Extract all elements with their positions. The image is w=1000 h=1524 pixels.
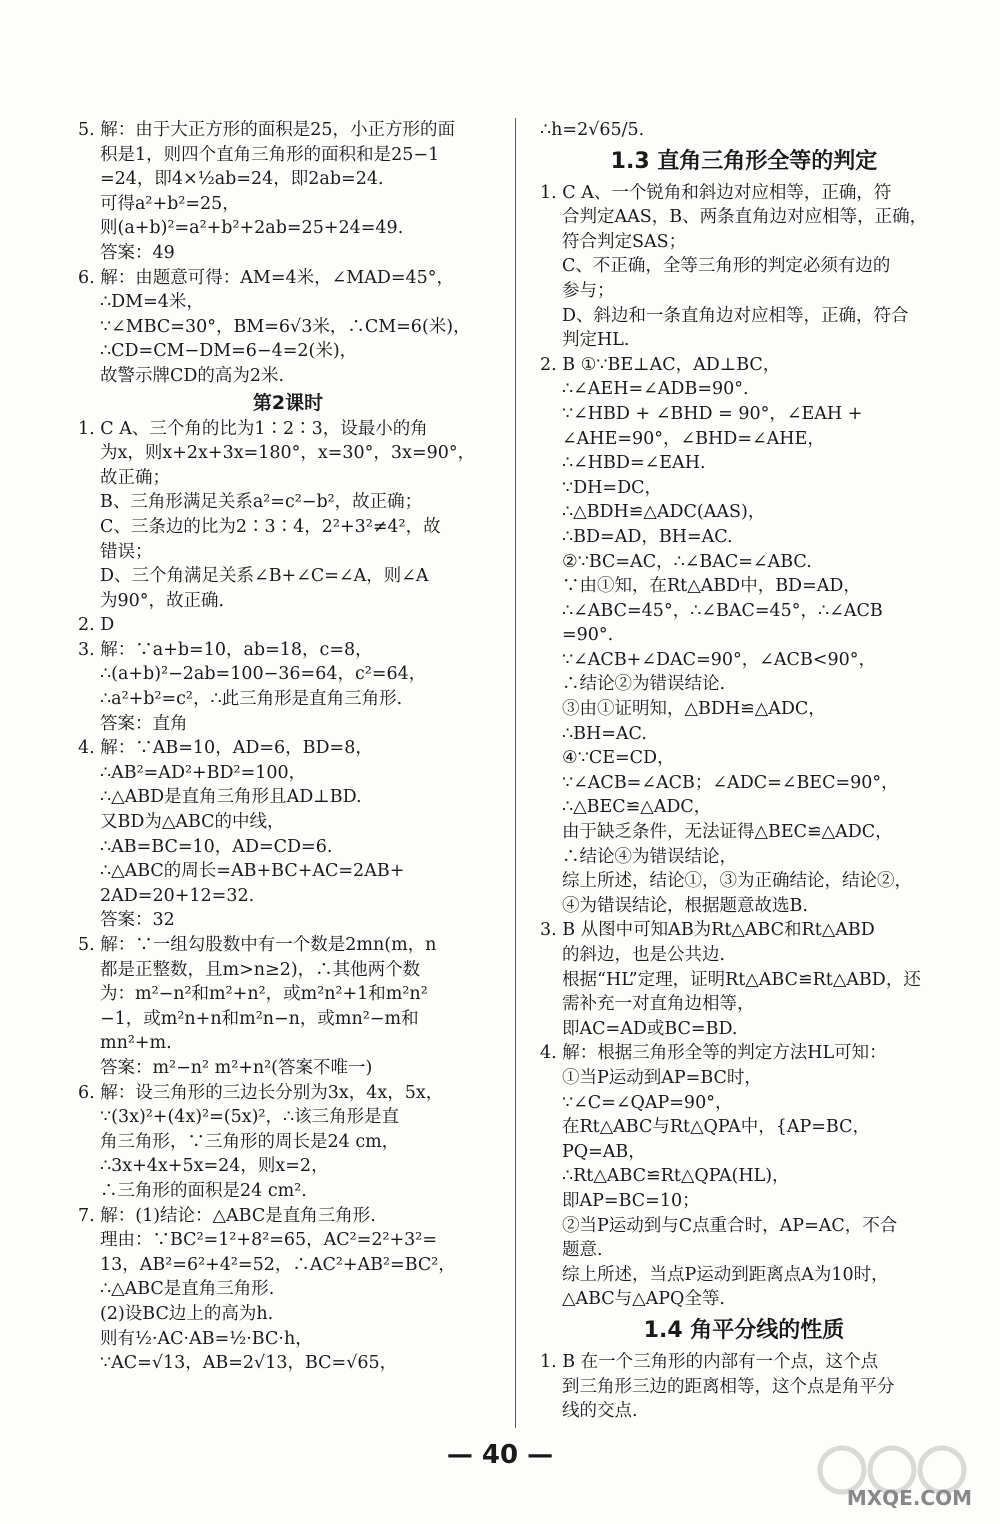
left-column — [78, 118, 498, 1376]
text-line: mn²+m. — [100, 1033, 172, 1054]
section-heading: 1.4 角平分线的性质 — [643, 1317, 845, 1343]
text-line: ∵AC=√13，AB=2√13，BC=√65， — [100, 1353, 398, 1374]
column-divider — [515, 118, 516, 1428]
text-line: ③由①证明知，△BDH≌△ADC， — [562, 699, 826, 720]
text-line: 则有½·AC·AB=½·BC·h， — [100, 1328, 313, 1349]
text-line: 为x，则x+2x+3x=180°，x=30°，3x=90°， — [100, 443, 476, 464]
text-line: 5. 解：∵一组勾股数中有一个数是2mn(m，n — [78, 935, 437, 955]
text-line: 3. B 从图中可知AB为Rt△ABC和Rt△ABD — [540, 920, 875, 941]
watermark-text: MXQE.COM — [846, 1486, 972, 1510]
text-line: 4. 解：∵AB=10，AD=6，BD=8， — [78, 738, 373, 759]
text-line: D、斜边和一条直角边对应相等，正确，符合 — [562, 305, 909, 326]
text-line: 4. 解：根据三角形全等的判定方法HL可知： — [540, 1043, 887, 1064]
text-line: 3. 解：∵a+b=10，ab=18，c=8， — [78, 639, 373, 660]
text-line: ∴3x+4x+5x=24，则x=2， — [100, 1156, 329, 1177]
text-line: 7. 解：(1)结论：△ABC是直角三角形. — [78, 1205, 376, 1226]
text-line: 积是1，则四个直角三角形的面积和是25−1 — [100, 144, 440, 165]
text-line: 6. 解：设三角形的三边长分别为3x，4x，5x， — [78, 1082, 444, 1103]
text-line: C、三条边的比为2∶3∶4，2²+3²≠4²，故 — [100, 516, 441, 537]
text-line: 综上所述，结论①，③为正确结论，结论②， — [562, 871, 912, 892]
text-line: ∠AHE=90°，∠BHD=∠AHE， — [562, 428, 825, 449]
text-line: 需补充一对直角边相等， — [562, 994, 755, 1015]
text-line: ∴结论②为错误结论. — [562, 674, 726, 695]
text-line: 参与； — [562, 280, 615, 301]
text-line: ∴∠AEH=∠ADB=90°. — [562, 379, 749, 400]
text-line: ②当P运动到与C点重合时，AP=AC，不合 — [562, 1215, 898, 1236]
text-line: 由于缺乏条件，无法证得△BEC≌△ADC， — [562, 822, 893, 843]
text-line: ∵DH=DC， — [562, 477, 663, 498]
text-line: 角三角形，∵三角形的周长是24 cm， — [100, 1131, 400, 1152]
text-line: ∴AB²=AD²+BD²=100， — [100, 762, 307, 783]
text-line: 即AC=AD或BC=BD. — [562, 1018, 738, 1039]
text-line: 在Rt△ABC与Rt△QPA中，{AP=BC， — [562, 1117, 870, 1138]
text-line: ∴DM=4米， — [100, 292, 204, 313]
text-line: ∴a²+b²=c²，∴此三角形是直角三角形. — [100, 689, 403, 710]
text-line: 的斜边，也是公共边. — [562, 945, 726, 965]
text-line: 2. D — [78, 615, 115, 636]
text-line: 1. C A、一个锐角和斜边对应相等，正确，符 — [540, 182, 892, 203]
section-heading: 第2课时 — [252, 391, 324, 414]
text-line: 为：m²−n²和m²+n²，或m²n²+1和m²n² — [100, 984, 428, 1005]
text-line: PQ=AB， — [562, 1141, 646, 1162]
text-line: ∴△ABC的周长=AB+BC+AC=2AB+ — [100, 861, 405, 882]
text-line: 根据“HL”定理，证明Rt△ABC≌Rt△ABD，还 — [562, 969, 921, 990]
section-heading: 1.3 直角三角形全等的判定 — [610, 148, 878, 174]
text-line: 综上所述，当点P运动到距离点A为10时， — [562, 1264, 889, 1285]
text-line: C、不正确，全等三角形的判定必须有边的 — [562, 256, 891, 277]
text-line: ∴∠ABC=45°，∴∠BAC=45°，∴∠ACB — [562, 600, 883, 621]
text-line: 到三角形三边的距离相等，这个点是角平分 — [562, 1376, 895, 1397]
right-column — [540, 118, 948, 1424]
text-line: 1. B 在一个三角形的内部有一个点，这个点 — [540, 1351, 879, 1372]
text-line: ∴Rt△ABC≌Rt△QPA(HL)， — [562, 1166, 790, 1187]
text-line: =24，即4×½ab=24，即2ab=24. — [100, 169, 384, 190]
text-line: 理由：∵BC²=1²+8²=65，AC²=2²+3²= — [100, 1230, 437, 1251]
page-number: — 40 — — [446, 1440, 554, 1470]
text-line: ②∵BC=AC，∴∠BAC=∠ABC. — [562, 551, 812, 572]
text-line: ∵∠C=∠QAP=90°， — [562, 1092, 733, 1113]
text-line: 答案：32 — [100, 910, 175, 931]
text-line: 2. B ①∵BE⊥AC，AD⊥BC， — [540, 354, 781, 375]
text-line: ∵(3x)²+(4x)²=(5x)²，∴该三角形是直 — [100, 1107, 400, 1128]
text-line: 故警示牌CD的高为2米. — [100, 365, 285, 386]
text-line: 则(a+b)²=a²+b²+2ab=25+24=49. — [100, 218, 404, 239]
text-line: 题意. — [562, 1240, 603, 1261]
text-line: ∴结论④为错误结论， — [562, 846, 737, 867]
text-line: D、三个角满足关系∠B+∠C=∠A，则∠A — [100, 566, 429, 587]
text-line: ④为错误结论，根据题意故选B. — [562, 895, 808, 916]
text-line: ∴(a+b)²−2ab=100−36=64，c²=64， — [100, 664, 427, 685]
text-line: B、三角形满足关系a²=c²−b²，故正确； — [100, 492, 423, 513]
text-line: 5. 解：由于大正方形的面积是25，小正方形的面 — [78, 120, 456, 140]
text-line: ∵由①知，在Rt△ABD中，BD=AD， — [562, 576, 861, 597]
text-line: ∴BH=AC. — [562, 723, 647, 744]
text-line: ∵∠MBC=30°，BM=6√3米，∴CM=6(米)， — [100, 316, 471, 337]
text-line: 可得a²+b²=25， — [100, 193, 240, 214]
text-line: ∴h=2√65/5. — [540, 120, 645, 140]
text-line: =90°. — [562, 625, 614, 646]
text-line: ∴△ABD是直角三角形且AD⊥BD. — [100, 787, 362, 808]
text-line: 13，AB²=6²+4²=52，∴AC²+AB²=BC²， — [100, 1254, 456, 1275]
text-line: 2AD=20+12=32. — [100, 885, 255, 906]
text-line: 符合判定SAS； — [562, 231, 687, 252]
text-line: 答案：49 — [100, 242, 175, 263]
text-line: 合判定AAS，B、两条直角边对应相等，正确， — [562, 207, 928, 228]
text-line: ∴△BDH≌△ADC(AAS)， — [562, 502, 766, 523]
text-line: ∴三角形的面积是24 cm². — [100, 1180, 307, 1201]
text-line: ∵∠ACB+∠DAC=90°，∠ACB<90°， — [562, 649, 876, 670]
text-line: ∵∠ACB=∠ACB；∠ADC=∠BEC=90°， — [562, 772, 899, 793]
text-line: △ABC与△APQ全等. — [562, 1289, 725, 1310]
text-line: 判定HL. — [562, 330, 630, 351]
text-line: (2)设BC边上的高为h. — [100, 1303, 274, 1324]
text-line: −1，或m²n+n和m²n−n，或mn²−m和 — [100, 1008, 419, 1029]
text-line: 线的交点. — [562, 1401, 638, 1422]
text-line: ∴AB=BC=10，AD=CD=6. — [100, 836, 333, 857]
text-line: 故正确； — [100, 467, 170, 488]
text-line: 又BD为△ABC的中线， — [100, 812, 285, 833]
text-line: ④∵CE=CD， — [562, 748, 675, 769]
text-line: ∴∠HBD=∠EAH. — [562, 453, 706, 474]
text-line: 6. 解：由题意可得：AM=4米，∠MAD=45°， — [78, 267, 455, 288]
text-line: 都是正整数，且m>n≥2)，∴其他两个数 — [100, 959, 421, 980]
text-line: 答案：直角 — [100, 713, 188, 734]
text-line: ∴△BEC≌△ADC， — [562, 797, 712, 818]
text-line: 答案：m²−n² m²+n²(答案不唯一) — [100, 1057, 373, 1078]
text-line: ∴BD=AD，BH=AC. — [562, 526, 733, 547]
text-line: 1. C A、三个角的比为1∶2∶3，设最小的角 — [78, 418, 428, 439]
text-line: ∴CD=CM−DM=6−4=2(米)， — [100, 341, 358, 362]
text-line: 即AP=BC=10； — [562, 1190, 700, 1211]
text-line: 为90°，故正确. — [100, 590, 225, 611]
text-line: ∴△ABC是直角三角形. — [100, 1279, 275, 1300]
text-line: 错误； — [100, 541, 153, 562]
text-line: ∵∠HBD + ∠BHD = 90°，∠EAH + — [562, 403, 863, 424]
text-line: ①当P运动到AP=BC时， — [562, 1067, 762, 1088]
